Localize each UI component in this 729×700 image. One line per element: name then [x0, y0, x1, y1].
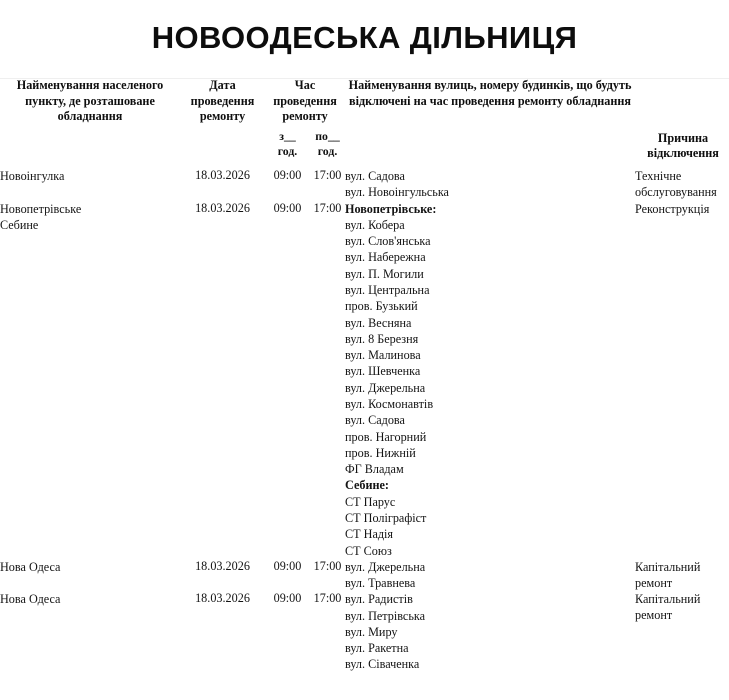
- street-line: вул. Космонавтів: [345, 396, 434, 411]
- cell-reason: [635, 591, 729, 672]
- reason-line: обслуговування: [635, 185, 717, 200]
- reason-line: ремонт: [635, 608, 673, 623]
- street-line: СТ Парус: [345, 494, 396, 509]
- cell-place: [0, 559, 180, 592]
- reason-line: Реконструкція: [635, 201, 710, 216]
- street-line: вул. Кобера: [345, 217, 405, 232]
- table-header: [0, 78, 729, 168]
- column-header-reason-spacer: [635, 78, 729, 125]
- street-line: вул. Центральна: [345, 283, 430, 298]
- street-line: вул. Джерельна: [345, 559, 426, 574]
- table-row: [0, 201, 729, 559]
- street-line: пров. Нижній: [345, 445, 416, 460]
- cell-reason: [635, 168, 729, 201]
- cell-time-to: 17:00: [313, 200, 342, 215]
- cell-place: [0, 591, 180, 672]
- time-from-line2: год.: [277, 143, 298, 158]
- cell-date: 18.03.2026: [195, 591, 250, 606]
- place-line: Нова Одеса: [0, 592, 61, 607]
- cell-time-from: 09:00: [273, 168, 302, 183]
- street-line: вул. Садова: [345, 413, 405, 428]
- reason-line: Капітальний: [635, 592, 701, 607]
- cell-time-from: 09:00: [273, 591, 302, 606]
- table-row: [0, 168, 729, 201]
- cell-place: [0, 168, 180, 201]
- street-line: вул. Миру: [345, 624, 398, 639]
- cell-streets: [345, 168, 635, 201]
- street-group-label: Новопетрівське:: [345, 201, 437, 216]
- cell-time-from: 09:00: [273, 200, 302, 215]
- street-line: вул. П. Могили: [345, 266, 424, 281]
- cell-time-to: 17:00: [313, 591, 342, 606]
- street-line: СТ Поліграфіст: [345, 510, 427, 525]
- place-line: Новопетрівське: [0, 201, 82, 216]
- column-header-time-to: [310, 125, 345, 168]
- street-line: пров. Бузький: [345, 299, 418, 314]
- column-header-time-from: [265, 125, 310, 168]
- cell-reason: [635, 559, 729, 592]
- cell-place: [0, 201, 180, 559]
- cell-date: 18.03.2026: [195, 168, 250, 183]
- street-line: вул. Травнева: [345, 576, 416, 591]
- street-line: ФГ Владам: [345, 462, 404, 477]
- street-line: вул. Набережна: [345, 250, 426, 265]
- street-line: СТ Надія: [345, 527, 394, 542]
- street-line: вул. Шевченка: [345, 364, 421, 379]
- column-header-time-group: Час проведення ремонту: [273, 78, 337, 124]
- cell-streets: [345, 591, 635, 672]
- place-line: Нова Одеса: [0, 559, 61, 574]
- cell-streets: [345, 559, 635, 592]
- street-line: вул. Петрівська: [345, 608, 426, 623]
- street-group-label: Себине:: [345, 478, 389, 493]
- cell-streets: [345, 201, 635, 559]
- cell-time-to: 17:00: [313, 558, 342, 573]
- column-header-date: Дата проведення ремонту: [190, 78, 255, 124]
- street-line: вул. Сіваченка: [345, 657, 420, 672]
- street-line: вул. Джерельна: [345, 380, 426, 395]
- table-row: [0, 591, 729, 672]
- cell-time-from: 09:00: [273, 558, 302, 573]
- cell-time-to: 17:00: [313, 168, 342, 183]
- time-from-line1: з__: [279, 128, 296, 143]
- street-line: вул. Слов'янська: [345, 234, 431, 249]
- place-line: Себине: [0, 217, 39, 232]
- header-row-primary: [0, 78, 729, 125]
- street-line: пров. Нагорний: [345, 429, 427, 444]
- reason-line: Капітальний: [635, 559, 701, 574]
- street-line: СТ Союз: [345, 543, 392, 558]
- time-to-line1: по__: [315, 128, 340, 143]
- column-header-streets: Найменування вулиць, номеру будинків, що будуть відключені на час проведення ремонту обладнання: [348, 78, 632, 108]
- table-row: [0, 559, 729, 592]
- outage-schedule-table: [0, 78, 729, 673]
- reason-line: Технічне: [635, 169, 682, 184]
- column-header-reason: Причина відключення: [647, 130, 719, 161]
- cell-date: 18.03.2026: [195, 558, 250, 573]
- street-line: вул. 8 Березня: [345, 331, 419, 346]
- cell-date: 18.03.2026: [195, 200, 250, 215]
- street-line: вул. Новоінгульська: [345, 185, 449, 200]
- street-line: вул. Радистів: [345, 592, 413, 607]
- table-body: [0, 168, 729, 673]
- street-line: вул. Весняна: [345, 315, 412, 330]
- street-line: вул. Малинова: [345, 348, 421, 363]
- time-to-line2: год.: [317, 143, 338, 158]
- street-line: вул. Ракетна: [345, 641, 409, 656]
- page-title: НОВООДЕСЬКА ДІЛЬНИЦЯ: [151, 20, 578, 55]
- title-container: [0, 0, 729, 76]
- cell-reason: [635, 201, 729, 559]
- column-header-place: Найменування населеного пункту, де розташоване обладнання: [16, 78, 164, 124]
- street-line: вул. Садова: [345, 169, 405, 184]
- place-line: Новоінгулка: [0, 169, 65, 184]
- reason-line: ремонт: [635, 575, 673, 590]
